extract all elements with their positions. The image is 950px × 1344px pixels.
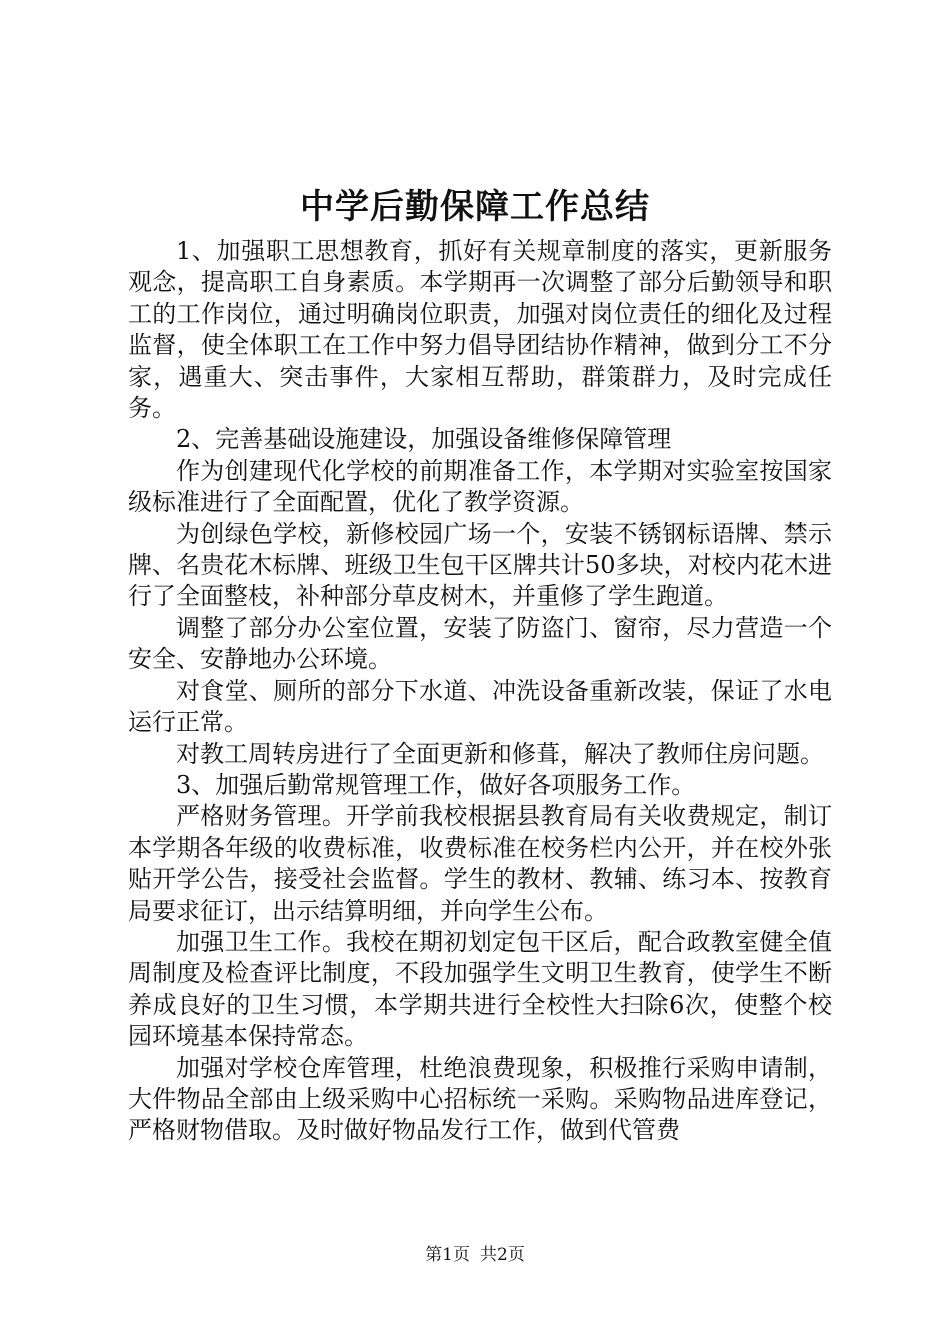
page-number: 第1页 <box>425 1245 470 1265</box>
paragraph: 对食堂、厕所的部分下水道、冲洗设备重新改装，保证了水电运行正常。 <box>128 676 832 737</box>
paragraph: 作为创建现代化学校的前期准备工作，本学期对实验室按国家级标准进行了全面配置，优化了教学资源。 <box>128 456 832 517</box>
section-heading: 3、加强后勤常规管理工作，做好各项服务工作。 <box>176 770 696 799</box>
paragraph: 加强卫生工作。我校在期初划定包干区后，配合政教室健全值周制度及检查评比制度，不段加强学生文明卫生教育，使学生不断养成良好的卫生习惯，本学期共进行全校性大扫除6次，使整个校园环境基本保持常态。 <box>128 927 832 1051</box>
paragraph: 严格财务管理。开学前我校根据县教育局有关收费规定，制订本学期各年级的收费标准，收费标准在校务栏内公开，并在校外张贴开学公告，接受社会监督。学生的教材、教辅、练习本、按教育局要求征订，出示结算明细，并向学生公布。 <box>128 802 832 925</box>
paragraph: 加强对学校仓库管理，杜绝浪费现象，积极推行采购申请制，大件物品全部由上级采购中心招标统一采购。采购物品进库登记，严格财物借取。及时做好物品发行工作，做到代管费 <box>128 1053 832 1145</box>
paragraph: 调整了部分办公室位置，安装了防盗门、窗帘，尽力营造一个安全、安静地办公环境。 <box>128 613 832 674</box>
document-title: 中学后勤保障工作总结 <box>300 187 650 227</box>
page-footer <box>0 1243 950 1267</box>
section-heading: 2、完善基础设施建设，加强设备维修保障管理 <box>176 425 672 454</box>
paragraph: 为创绿色学校，新修校园广场一个，安装不锈钢标语牌、禁示牌、名贵花木标牌、班级卫生包干区牌共计50多块，对校内花木进行了全面整枝，补种部分草皮树木，并重修了学生跑道。 <box>128 519 832 611</box>
document-body <box>128 236 832 1147</box>
page-total: 共2页 <box>480 1245 525 1265</box>
paragraph: 对教工周转房进行了全面更新和修葺，解决了教师住房问题。 <box>176 739 824 768</box>
paragraph: 1、加强职工思想教育，抓好有关规章制度的落实，更新服务观念，提高职工自身素质。本学期再一次调整了部分后勤领导和职工的工作岗位，通过明确岗位职责，加强对岗位责任的细化及过程监督，使全体职工在工作中努力倡导团结协作精神，做到分工不分家，遇重大、突击事件，大家相互帮助，群策群力，及时完成任务。 <box>128 237 832 423</box>
